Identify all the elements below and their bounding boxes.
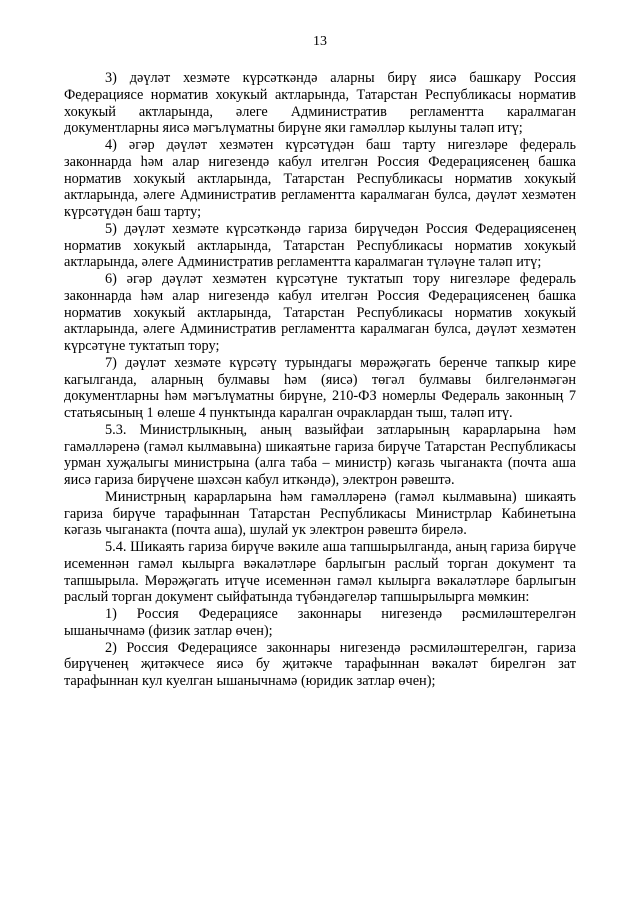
paragraph-section-5-4: 5.4. Шикаять гариза бирүче вәкиле аша тапшырылганда, аның гариза бирүче исеменнән гамәл кылырга вәкаләтләре барлыгын раслый торган документ та тапшырыла. Мөрәҗәгать итүче исеменнән гамәл кылырга вәкаләтләре барлыгын раслый торган документ сыйфатында түбәндәгеләр тапшырылырга мөмкин: bbox=[64, 539, 576, 606]
paragraph-item-4: 4) әгәр дәүләт хезмәтен күрсәтүдән баш тарту нигезләре федераль законнарда һәм алар нигезендә кабул ителгән Россия Федерациясенең башка норматив хокукый актларында, Татарстан Республикасы норматив хокукый актларында, әлеге Административ регламентта каралмаган булса, дәүләт хезмәтен күрсәтүдән баш тарту; bbox=[64, 137, 576, 220]
page-number: 13 bbox=[313, 34, 327, 49]
paragraph-subitem-1: 1) Россия Федерациясе законнары нигезендә рәсмиләштерелгән ышанычнамә (физик затлар өчен); bbox=[64, 606, 576, 639]
paragraph-section-5-3: 5.3. Министрлыкның, аның вазыйфаи затларының карарларына һәм гамәлләренә (гамәл кылмавына) шикаятьне гариза бирүче Татарстан Республикасы урман хуҗалыгы министрына (алга таба – министр) кәгазь чыганакта (почта аша яисә гариза бирүчене шәхсән кабул иткәндә), электрон рәвештә. bbox=[64, 421, 576, 488]
paragraph-subitem-2: 2) Россия Федерациясе законнары нигезендә рәсмиләштерелгән, гариза бирүченең җитәкчесе яисә бу җитәкче тарафыннан вәкаләт бирелгән зат тарафыннан кул куелган ышанычнамә (юридик затлар өчен); bbox=[64, 639, 576, 689]
paragraph-item-6: 6) әгәр дәүләт хезмәтен күрсәтүне туктатып тору нигезләре федераль законнарда һәм алар нигезендә кабул ителгән Россия Федерациясенең башка норматив хокукый актларында, Татарстан Республикасы норматив хокукый актларында, әлеге Административ регламентта каралмаган булса, дәүләт хезмәтен күрсәтүне туктатып тору; bbox=[64, 271, 576, 354]
paragraph-item-7: 7) дәүләт хезмәте күрсәтү турындагы мөрәҗәгать беренче тапкыр кире кагылганда, аларның булмавы һәм (яисә) төгәл булмавы билгеләнмәгән документларны һәм мәгълүматны бирүне, 210-ФЗ номерлы Федераль законның 7 статьясының 1 өлеше 4 пунктында каралган очраклардан тыш, таләп итү. bbox=[64, 354, 576, 421]
paragraph-minister-complaints: Министрның карарларына һәм гамәлләренә (гамәл кылмавына) шикаять гариза бирүче тарафыннан Татарстан Республикасы Министрлар Кабинетына кәгазь чыганакта (почта аша), шулай ук электрон рәвештә бирелә. bbox=[64, 488, 576, 539]
paragraph-item-5: 5) дәүләт хезмәте күрсәткәндә гариза бирүчедән Россия Федерациясенең норматив хокукый актларында, Татарстан Республикасы норматив хокукый актларында, әлеге Административ регламентта каралмаган түләүне таләп итү; bbox=[64, 220, 576, 271]
paragraph-item-3: 3) дәүләт хезмәте күрсәткәндә аларны бирү яисә башкару Россия Федерациясе норматив хокукый актларында, Татарстан Республикасы норматив хокукый актларында, әлеге Административ регламентта каралмаган документларны яисә мәгълүматны бирүне яки гамәлләр кылуны таләп итү; bbox=[64, 70, 576, 137]
